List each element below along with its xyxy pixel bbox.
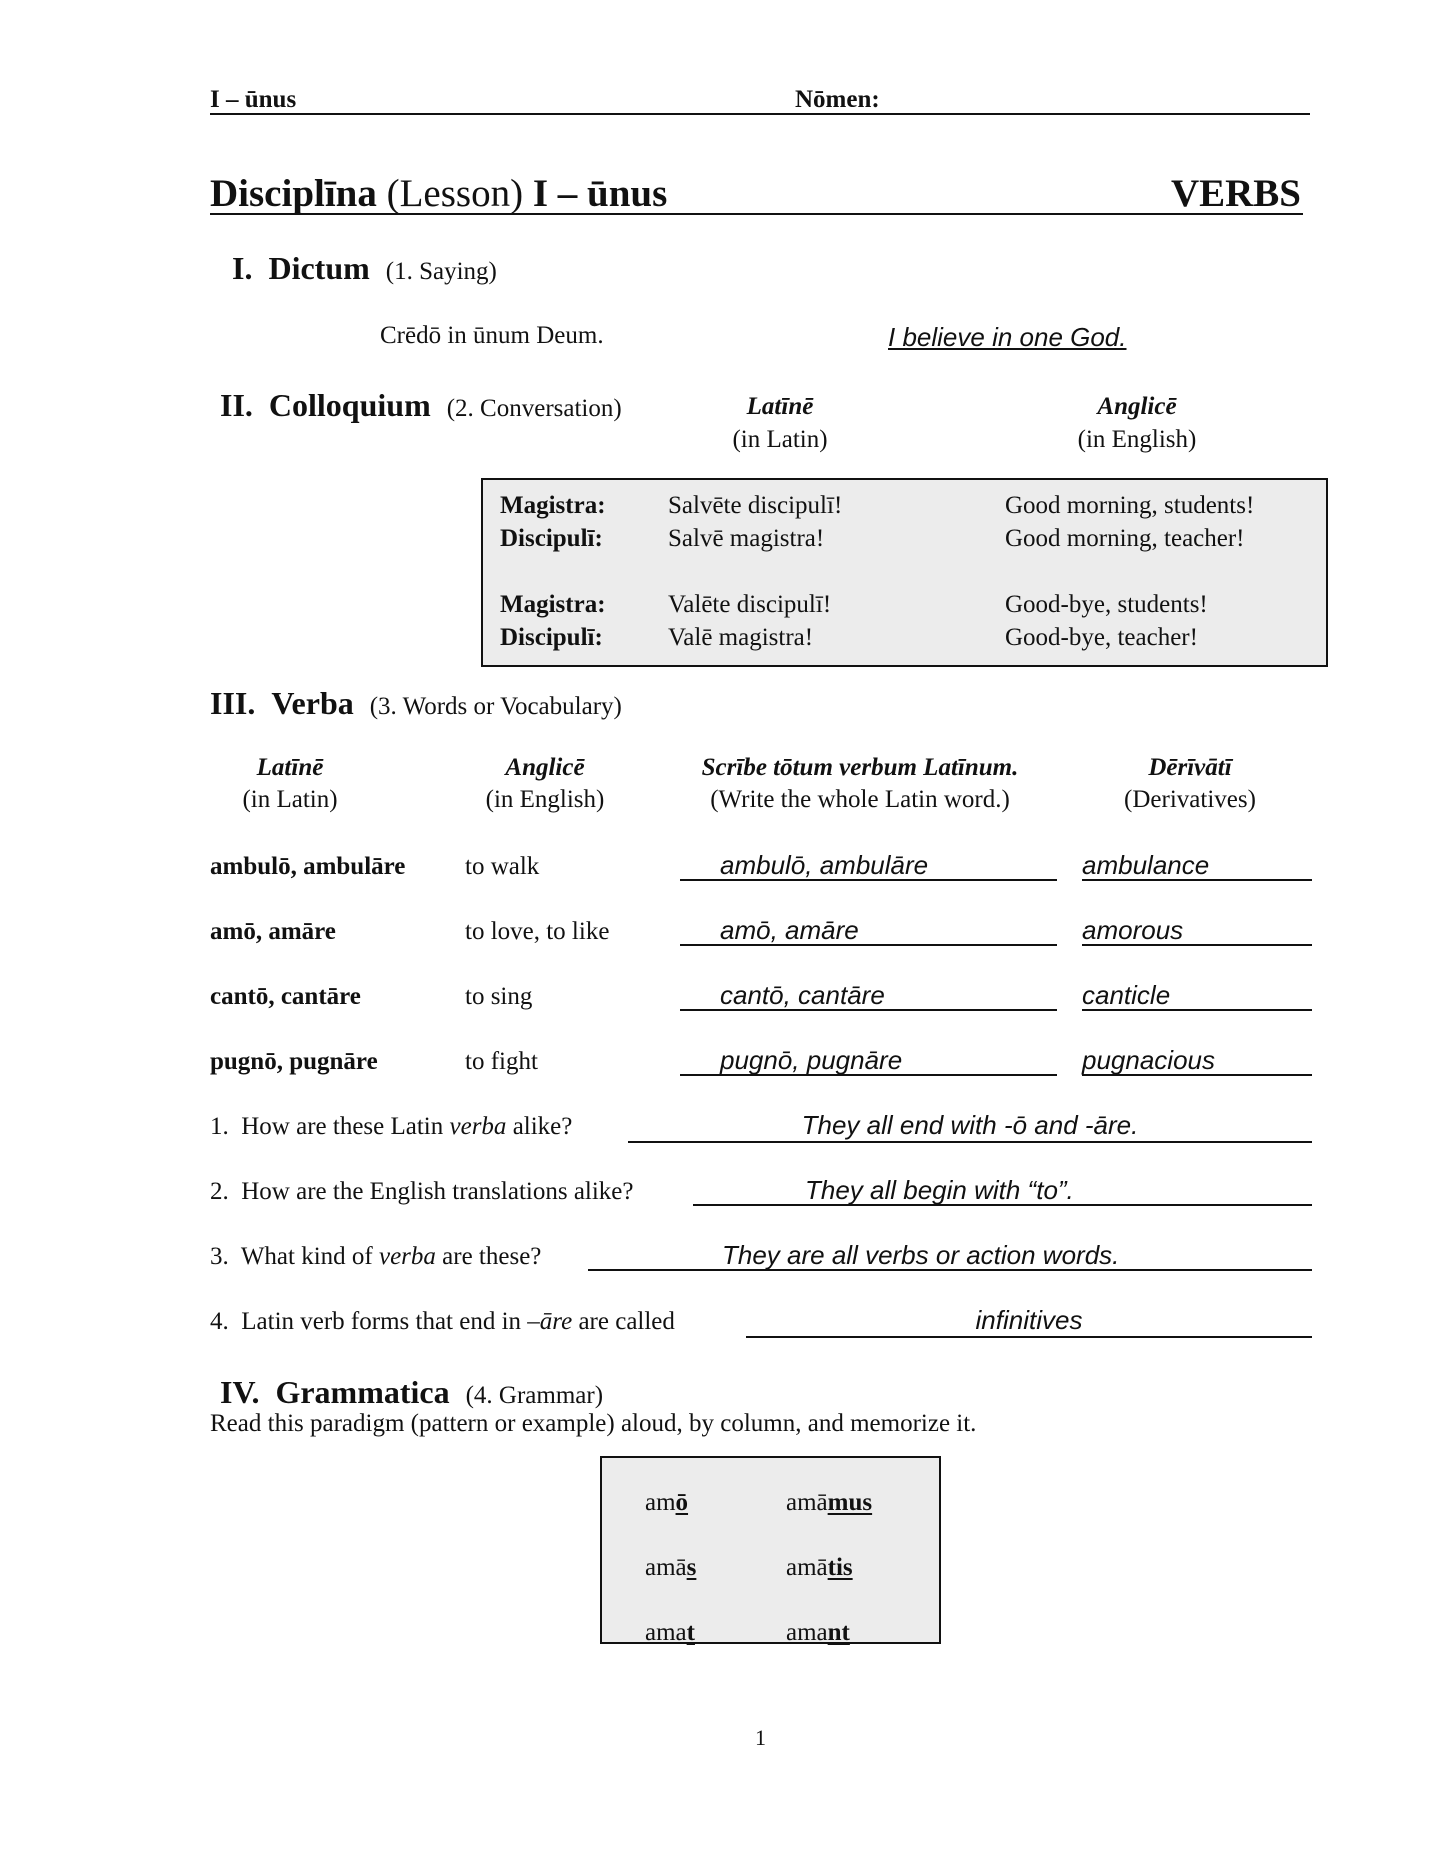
- vocab-latin: amō, amāre: [210, 918, 336, 945]
- vocab-derivative[interactable]: canticle: [1082, 980, 1312, 1011]
- vocab-written[interactable]: amō, amāre: [680, 915, 1057, 946]
- paradigm-form: amāmus: [786, 1489, 873, 1516]
- dialogue-latin: Salvēte discipulī! Salvē magistra! Valēte discipulī! Valē magistra!: [668, 492, 843, 651]
- dialogue-english: Good morning, students! Good morning, teacher! Good-bye, students! Good-bye, teacher!: [1005, 492, 1255, 651]
- vocab-col-english: Anglicē (in English): [485, 754, 605, 813]
- vocab-latin: ambulō, ambulāre: [210, 853, 406, 880]
- colloquium-english-header: Anglicē (in English): [1077, 393, 1197, 453]
- question-text: 4. Latin verb forms that end in –āre are called: [210, 1308, 675, 1335]
- header-rule: [210, 113, 1310, 115]
- dialogue-speaker: Magistra:: [500, 591, 606, 618]
- paradigm-form: amō: [645, 1489, 689, 1516]
- dictum-english: I believe in one God.: [888, 322, 1127, 352]
- section1-heading: I. Dictum (1. Saying): [232, 250, 497, 286]
- vocab-english: to sing: [465, 983, 533, 1010]
- paradigm-form: amātis: [786, 1554, 853, 1581]
- paradigm-plural: [786, 1470, 872, 1665]
- paradigm-instruction: Read this paradigm (pattern or example) aloud, by column, and memorize it.: [210, 1410, 977, 1437]
- colloquium-latin-header: Latīnē (in Latin): [732, 393, 828, 453]
- paradigm-form: amās: [645, 1554, 697, 1581]
- dialogue-speaker: Discipulī:: [500, 624, 603, 651]
- dialogue-speaker: Magistra:: [500, 492, 606, 519]
- vocab-written[interactable]: cantō, cantāre: [680, 980, 1057, 1011]
- question-text: 1. How are these Latin verba alike?: [210, 1113, 573, 1140]
- question-answer[interactable]: They are all verbs or action words.: [588, 1240, 1312, 1271]
- vocab-written[interactable]: ambulō, ambulāre: [680, 850, 1057, 881]
- vocab-written[interactable]: pugnō, pugnāre: [680, 1045, 1057, 1076]
- question-text: 3. What kind of verba are these?: [210, 1243, 542, 1270]
- page-title: Disciplīna (Lesson) I – ūnus: [210, 172, 668, 215]
- vocab-col-write: Scrībe tōtum verbum Latīnum. (Write the whole Latin word.): [701, 754, 1019, 813]
- name-label: Nōmen:: [795, 86, 880, 113]
- vocab-derivative[interactable]: ambulance: [1082, 850, 1312, 881]
- vocab-derivative[interactable]: pugnacious: [1082, 1045, 1312, 1076]
- dictum-latin: Crēdō in ūnum Deum.: [380, 322, 604, 349]
- page-number: 1: [755, 1725, 766, 1750]
- paradigm-form: amat: [645, 1619, 695, 1646]
- question-answer[interactable]: They all begin with “to”.: [693, 1175, 1312, 1206]
- vocab-latin: cantō, cantāre: [210, 983, 361, 1010]
- vocab-derivative[interactable]: amorous: [1082, 915, 1312, 946]
- dialogue-speaker: Discipulī:: [500, 525, 603, 552]
- section3-heading: III. Verba (3. Words or Vocabulary): [210, 685, 622, 721]
- question-answer[interactable]: They all end with -ō and -āre.: [628, 1110, 1312, 1143]
- vocab-col-derivatives: Dērīvātī (Derivatives): [1124, 754, 1256, 813]
- paradigm-singular: [645, 1470, 696, 1665]
- question-text: 2. How are the English translations alike?: [210, 1178, 634, 1205]
- title-rule: [210, 213, 1303, 215]
- vocab-latin: pugnō, pugnāre: [210, 1048, 378, 1075]
- section2-heading: II. Colloquium (2. Conversation): [220, 387, 622, 423]
- dialogue-speakers: [500, 489, 606, 654]
- topic-title: VERBS: [1170, 172, 1301, 215]
- section4-heading: IV. Grammatica (4. Grammar): [220, 1374, 604, 1410]
- vocab-english: to walk: [465, 853, 540, 880]
- paradigm-form: amant: [786, 1619, 850, 1646]
- vocab-english: to fight: [465, 1048, 538, 1075]
- vocab-col-latin: Latīnē (in Latin): [242, 754, 338, 813]
- vocab-english: to love, to like: [465, 918, 610, 945]
- question-answer[interactable]: infinitives: [746, 1305, 1312, 1338]
- header-left: I – ūnus: [210, 86, 297, 113]
